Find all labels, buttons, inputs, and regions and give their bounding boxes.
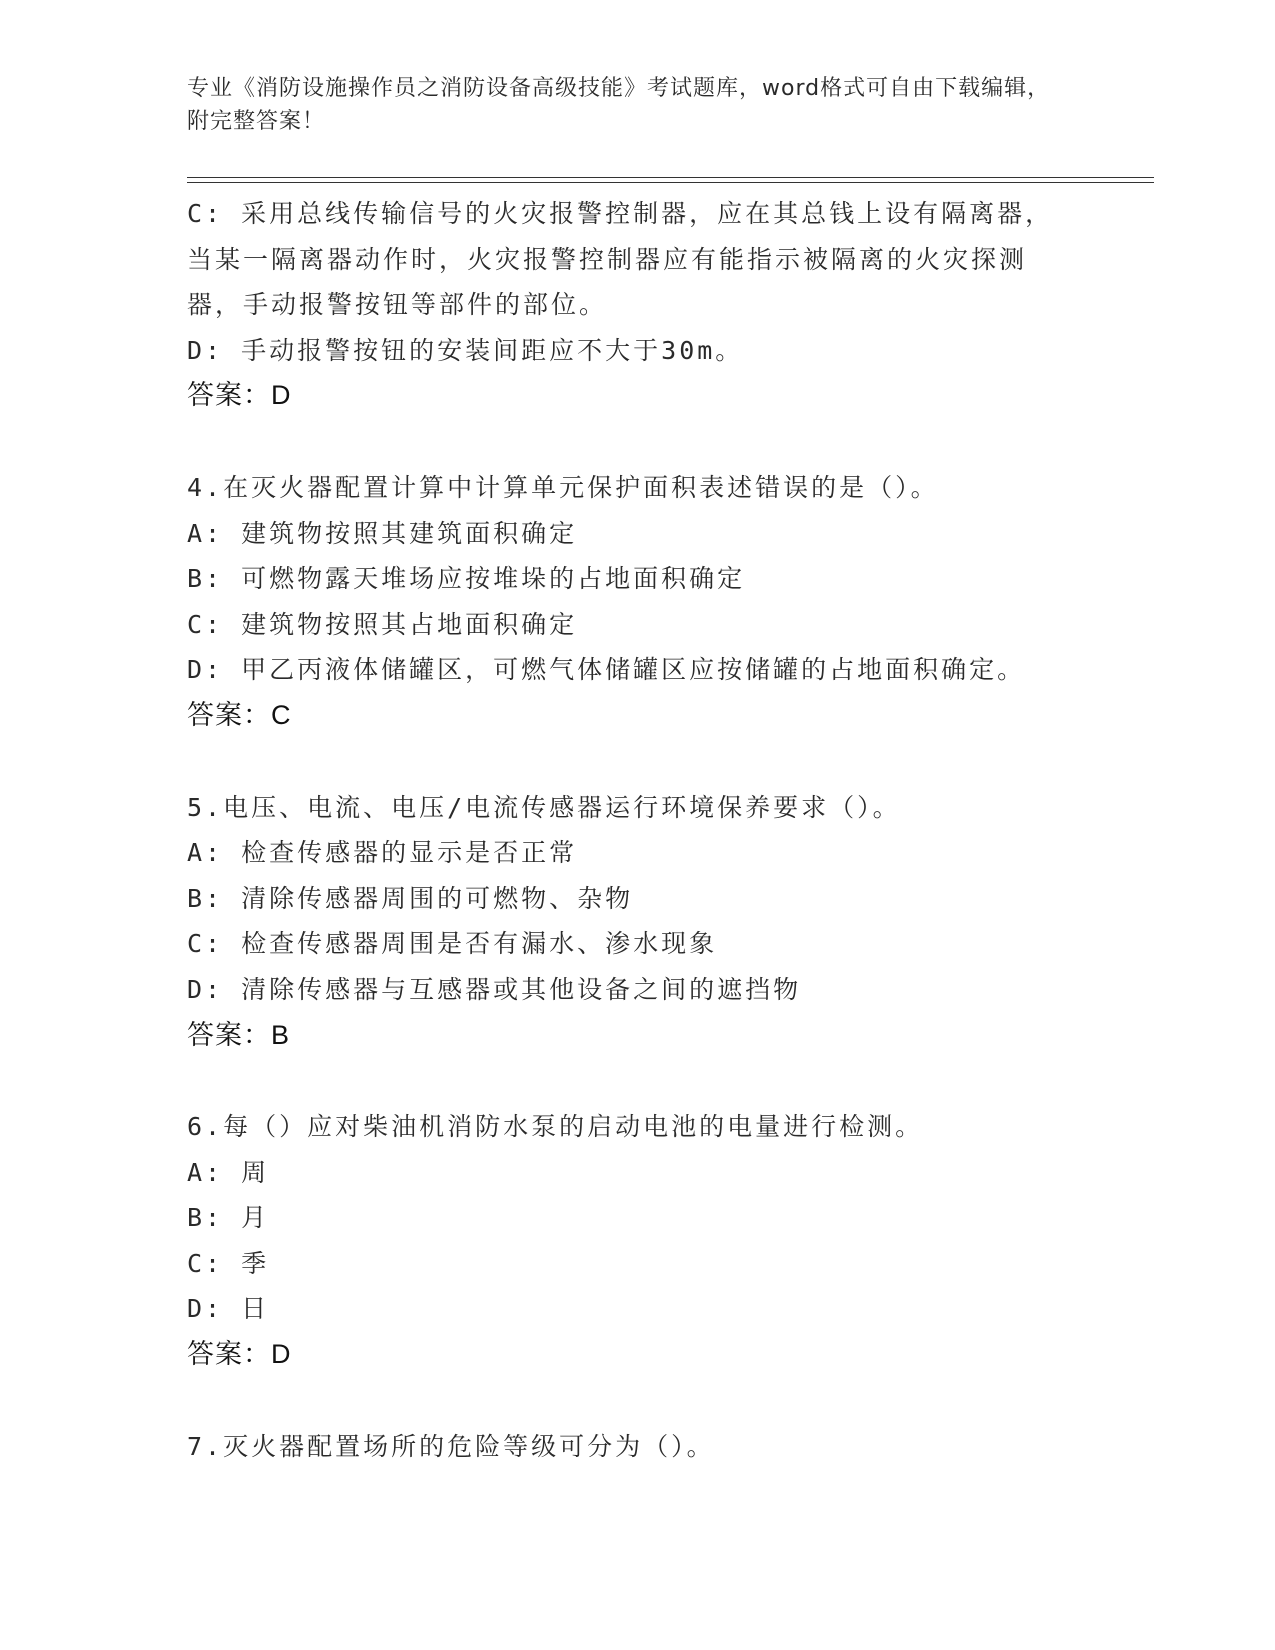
- option-c-line-1: C: 采用总线传输信号的火灾报警控制器，应在其总钱上设有隔离器，: [187, 199, 1054, 228]
- option-c: C: 建筑物按照其占地面积确定: [187, 609, 578, 639]
- option-c: C: 检查传感器周围是否有漏水、渗水现象: [187, 929, 718, 959]
- header-rule-top: [187, 177, 1154, 178]
- header-rule-bottom: [187, 182, 1154, 183]
- question-3-continued: [187, 191, 1087, 419]
- question-stem: 5.电压、电流、电压/电流传感器运行环境保养要求（）。: [187, 792, 901, 822]
- answer: 答案：D: [187, 380, 292, 411]
- option-c-line-3: 器，手动报警按钮等部件的部位。: [187, 290, 608, 320]
- option-d: D: 清除传感器与互感器或其他设备之间的遮挡物: [187, 974, 802, 1004]
- option-b: B: 可燃物露天堆场应按堆垛的占地面积确定: [187, 564, 746, 594]
- question-6: [187, 1104, 1087, 1378]
- option-c-line-2: 当某一隔离器动作时，火灾报警控制器应有能指示被隔离的火灾探测: [187, 244, 1028, 274]
- document-body: [187, 191, 1087, 1469]
- answer: 答案：C: [187, 699, 292, 730]
- question-stem: 6.每（）应对柴油机消防水泵的启动电池的电量进行检测。: [187, 1112, 924, 1142]
- option-a: A: 检查传感器的显示是否正常: [187, 838, 578, 868]
- question-stem: 4.在灭火器配置计算中计算单元保护面积表述错误的是（）。: [187, 472, 939, 502]
- option-b: B: 清除传感器周围的可燃物、杂物: [187, 883, 634, 913]
- question-7: [187, 1424, 1087, 1470]
- question-4: [187, 465, 1087, 739]
- answer: 答案：B: [187, 1019, 291, 1050]
- option-d: D: 手动报警按钮的安装间距应不大于30m。: [187, 335, 744, 365]
- question-stem: 7.灭火器配置场所的危险等级可分为（）。: [187, 1431, 715, 1461]
- option-c: C: 季: [187, 1248, 270, 1278]
- answer: 答案：D: [187, 1339, 292, 1370]
- option-b: B: 月: [187, 1203, 270, 1233]
- option-a: A: 建筑物按照其建筑面积确定: [187, 518, 578, 548]
- document-header: 专业《消防设施操作员之消防设备高级技能》考试题库，word格式可自由下载编辑，附完整答案！: [187, 76, 1051, 134]
- option-d: D: 日: [187, 1294, 270, 1324]
- option-d: D: 甲乙丙液体储罐区，可燃气体储罐区应按储罐的占地面积确定。: [187, 655, 1026, 685]
- question-5: [187, 785, 1087, 1059]
- option-a: A: 周: [187, 1157, 270, 1187]
